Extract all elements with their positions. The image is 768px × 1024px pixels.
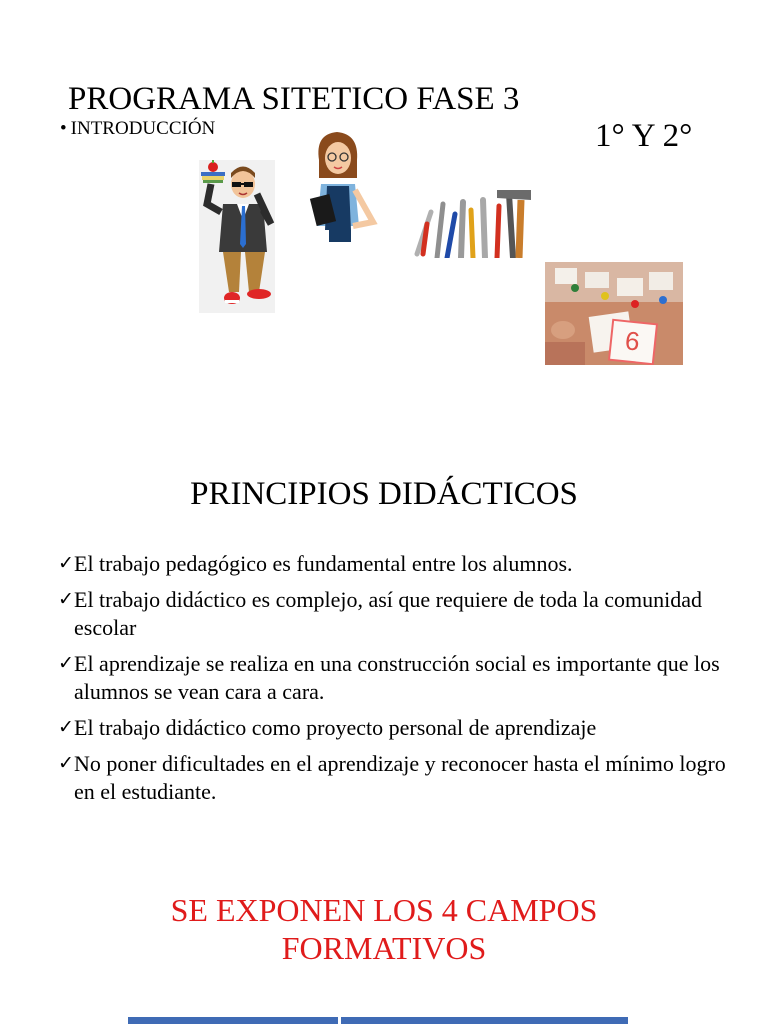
bullet-icon: • — [60, 118, 67, 139]
principles-heading: PRINCIPIOS DIDÁCTICOS — [190, 476, 578, 512]
tools-image — [409, 184, 533, 258]
svg-text:6: 6 — [623, 325, 642, 357]
checkmark-icon: ✓ — [58, 589, 74, 610]
checkmark-icon: ✓ — [58, 717, 74, 738]
number-cards-image — [545, 262, 683, 365]
checkmark-icon: ✓ — [58, 753, 74, 774]
list-item: ✓ El aprendizaje se realiza en una construcción social es importante que los alumnos se vean cara a cara. — [58, 651, 720, 704]
checkmark-icon: ✓ — [58, 653, 74, 674]
intro-label: INTRODUCCIÓN — [70, 118, 216, 139]
list-item: ✓ El trabajo pedagógico es fundamental entre los alumnos. — [58, 551, 573, 576]
list-item: ✓ El trabajo didáctico es complejo, así que requiere de toda la comunidad escolar — [58, 587, 702, 640]
title-grades: 1° Y 2° — [595, 118, 693, 154]
title-program: PROGRAMA SITETICO FASE 3 — [68, 81, 520, 117]
table-header-cell-left — [128, 1017, 338, 1024]
cartoon-teacher-image — [307, 130, 379, 242]
campos-heading — [0, 891, 768, 967]
campos-line-1: SE EXPONEN LOS 4 CAMPOS — [170, 892, 598, 928]
cartoon-man-image — [199, 160, 275, 313]
list-item: ✓ No poner dificultades en el aprendizaje y reconocer hasta el mínimo logro en el estudiante. — [58, 751, 726, 804]
table-header-cell-right — [341, 1017, 628, 1024]
intro-bullet-item — [60, 118, 215, 140]
campos-line-2: FORMATIVOS — [281, 930, 487, 966]
list-item: ✓ El trabajo didáctico como proyecto personal de aprendizaje — [58, 715, 597, 740]
checkmark-icon: ✓ — [58, 553, 74, 574]
principles-list — [58, 550, 738, 814]
